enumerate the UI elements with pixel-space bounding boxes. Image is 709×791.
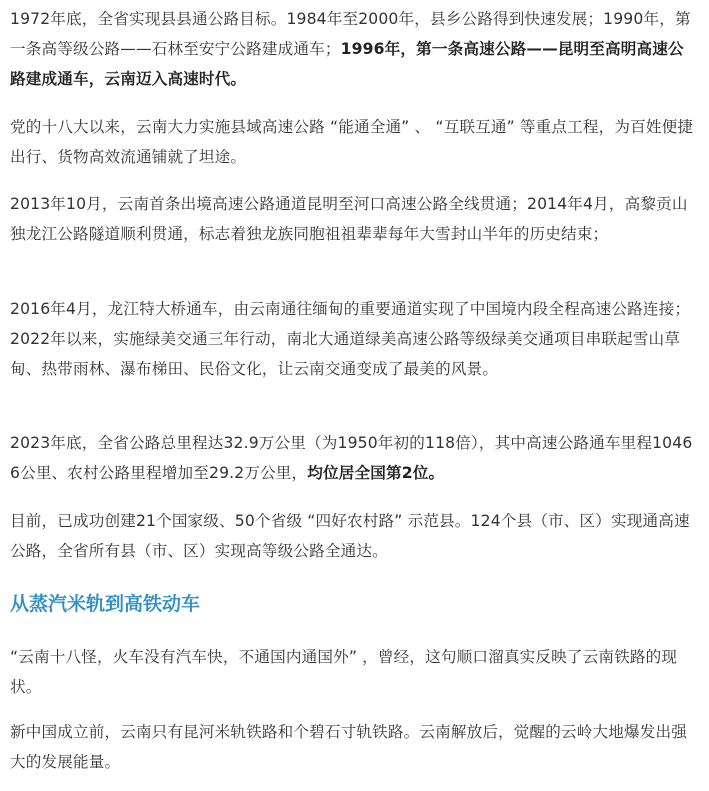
section-heading: 从蒸汽米轨到高铁动车 xyxy=(10,593,201,615)
paragraph-railway-history xyxy=(10,717,699,777)
paragraph-bold-highlight: 均位居全国第2位。 xyxy=(307,464,445,482)
paragraph-text: 2016年4月，龙江特大桥通车，由云南通往缅甸的重要通道实现了中国境内段全程高速公路连接；2022年以来，实施绿美交通三年行动，南北大通道绿美高速公路等级绿美交通项目串联起雪山草甸、热带雨林、瀑布梯田、民俗文化，让云南交通变成了最美的风景。 xyxy=(10,300,691,378)
paragraph-eighteenth-congress xyxy=(10,112,699,172)
paragraph-text: “云南十八怪，火车没有汽车快，不通国内通国外” ，曾经，这句顺口溜真实反映了云南铁路的现状。 xyxy=(10,648,678,696)
paragraph-text: 目前，已成功创建21个国家级、50个省级 “四好农村路” 示范县。124个县（市、区）实现通高速公路，全省所有县（市、区）实现高等级公路全通达。 xyxy=(10,512,690,560)
paragraph-highway-history xyxy=(10,4,699,94)
paragraph-text: 党的十八大以来，云南大力实施县域高速公路 “能通全通” 、 “互联互通” 等重点工程，为百姓便捷出行、货物高效流通铺就了坦途。 xyxy=(10,118,694,166)
paragraph-text: 2013年10月，云南首条出境高速公路通道昆明至河口高速公路全线贯通；2014年4月，高黎贡山独龙江公路隧道顺利贯通，标志着独龙族同胞祖祖辈辈每年大雪封山半年的历史结束； xyxy=(10,195,688,243)
paragraph-2023-mileage xyxy=(10,428,699,488)
paragraph-text: 新中国成立前，云南只有昆河米轨铁路和个碧石寸轨铁路。云南解放后，觉醒的云岭大地爆发出强大的发展能量。 xyxy=(10,723,687,771)
paragraph-rural-roads xyxy=(10,506,699,566)
paragraph-2013-2014 xyxy=(10,189,699,249)
paragraph-text: 2023年底，全省公路总里程达32.9万公里（为1950年初的118倍），其中高速公路通车里程10466公里、农村公路里程增加至29.2万公里， xyxy=(10,434,693,482)
paragraph-bold-highlight: 1996年，第一条高速公路——昆明至高明高速公路建成通车，云南迈入高速时代。 xyxy=(10,40,684,88)
paragraph-railway-saying xyxy=(10,642,699,702)
paragraph-2016-2022 xyxy=(10,294,699,384)
paragraph-text: 1972年底，全省实现县县通公路目标。1984年至2000年，县乡公路得到快速发展；1990年，第一条高等级公路——石林至安宁公路建成通车； xyxy=(10,10,691,58)
